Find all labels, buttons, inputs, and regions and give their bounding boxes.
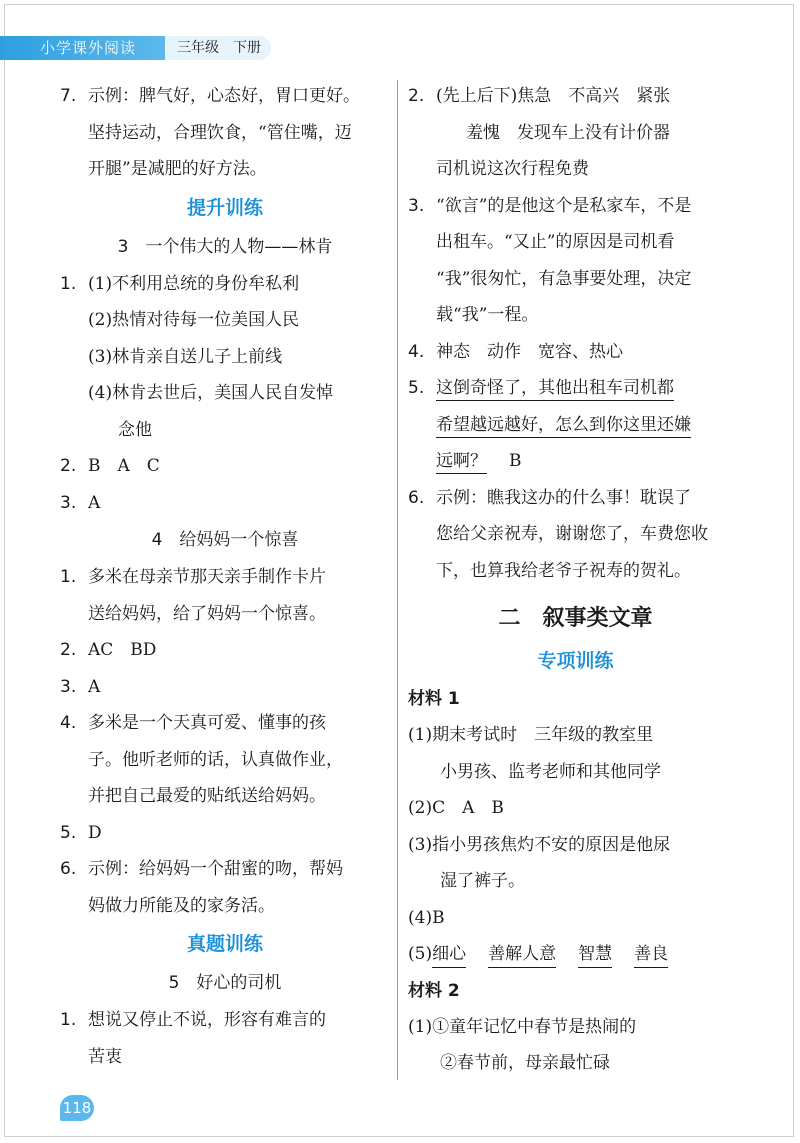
underlined-word: 细心	[432, 941, 466, 968]
answer-line: (2)热情对待每一位美国人民	[88, 310, 300, 330]
chapter-title: 二 叙事类文章	[498, 606, 653, 631]
answer-line: (4)林肯去世后，美国人民自发悼	[88, 383, 334, 403]
column-divider	[397, 80, 398, 1080]
answer-line: (4)B	[408, 907, 445, 928]
answer-line: (1)①童年记忆中春节是热闹的	[408, 1016, 637, 1037]
answer-item: 4. 神态 动作 宽容、热心	[408, 341, 623, 362]
lesson-title: 4 给妈妈一个惊喜	[151, 530, 299, 550]
answer-item: 3. “欲言”的是他这个是私家车，不是	[408, 195, 692, 216]
answer-line: ②春节前，母亲最忙碌	[440, 1053, 610, 1073]
answer-line: 子。他听老师的话，认真做作业，	[88, 749, 343, 770]
answer-line: (3)林肯亲自送儿子上前线	[88, 346, 283, 367]
answer-item: 1. 多米在母亲节那天亲手制作卡片	[60, 567, 326, 587]
answer-choice: B	[509, 451, 522, 471]
answer-item: 3. A	[60, 492, 101, 513]
answer-item: 1. (1)不利用总统的身份牟私利	[60, 273, 300, 294]
answer-line: (1)期末考试时 三年级的教室里	[408, 725, 654, 745]
answer-item: 2. (先上后下)焦急 不高兴 紧张	[408, 86, 671, 106]
underlined-sentence: 这倒奇怪了，其他出租车司机都	[436, 378, 674, 401]
lesson-title: 3 一个伟大的人物——林肯	[117, 236, 333, 257]
answer-line: 妈做力所能及的家务活。	[88, 895, 275, 916]
section-title: 真题训练	[186, 933, 263, 955]
answer-line: 载“我”一程。	[436, 305, 539, 325]
answer-item: 5. 这倒奇怪了，其他出租车司机都	[408, 370, 743, 407]
answer-item: 2. B A C	[60, 456, 160, 476]
answer-line: 司机说这次行程免费	[436, 159, 589, 179]
answer-line: 并把自己最爱的贴纸送给妈妈。	[88, 786, 326, 806]
grade-label: 三年级 下册	[165, 36, 271, 60]
answer-line: 您给父亲祝寿，谢谢您了，车费您收	[436, 524, 708, 544]
underlined-word: 善解人意	[488, 941, 556, 968]
material-title: 材料 1	[408, 689, 460, 709]
answer-line: 苦衷	[88, 1046, 122, 1067]
answer-line: 坚持运动，合理饮食，“管住嘴，迈	[88, 122, 352, 143]
underlined-word: 智慧	[578, 941, 612, 968]
answer-item: 2. AC BD	[60, 640, 157, 660]
answer-line: “我”很匆忙，有急事要处理，决定	[436, 268, 692, 289]
answer-line: (3)指小男孩焦灼不安的原因是他尿	[408, 834, 671, 855]
underlined-word: 善良	[634, 941, 668, 968]
answer-item: 5. D	[60, 822, 102, 843]
answer-line	[408, 443, 743, 480]
right-column	[408, 78, 743, 1082]
answer-item: 1. 想说又停止不说，形容有难言的	[60, 1010, 326, 1030]
answer-line	[408, 407, 743, 444]
answer-item: 4. 多米是一个天真可爱、懂事的孩	[60, 713, 326, 733]
answer-line: 开腿”是减肥的好方法。	[88, 159, 267, 179]
section-title: 提升训练	[186, 196, 263, 219]
answer-item: 3. A	[60, 676, 101, 697]
answer-line: 送给妈妈，给了妈妈一个惊喜。	[88, 603, 326, 624]
page-header	[0, 30, 280, 60]
answer-item: 6. 示例：瞧我这办的什么事！耽误了	[408, 487, 691, 508]
answer-item: 6. 示例：给妈妈一个甜蜜的吻，帮妈	[60, 859, 343, 879]
answer-line: 下，也算我给老爷子祝寿的贺礼。	[436, 560, 691, 581]
series-title: 小学课外阅读	[40, 39, 137, 57]
answer-line: 出租车。“又止”的原因是司机看	[436, 232, 675, 252]
section-title: 专项训练	[537, 650, 614, 672]
left-column	[60, 78, 390, 1075]
underlined-sentence: 希望越远越好，怎么到你这里还嫌	[436, 415, 691, 438]
page-number-badge: 118	[60, 1095, 94, 1121]
material-title: 材料 2	[408, 980, 460, 1001]
answer-item: 7. 示例：脾气好，心态好，胃口更好。	[60, 86, 360, 106]
lesson-title: 5 好心的司机	[168, 973, 282, 993]
answer-line: 念他	[118, 419, 152, 440]
answer-line: 小男孩、监考老师和其他同学	[440, 761, 661, 782]
answer-line: (2)C A B	[408, 798, 504, 818]
answer-line: (5)细心 善解人意 智慧 善良	[408, 936, 743, 973]
underlined-sentence: 远啊？	[436, 451, 487, 474]
answer-line: 羞愧 发现车上没有计价器	[466, 122, 670, 143]
answer-line: 湿了裤子。	[440, 871, 525, 891]
